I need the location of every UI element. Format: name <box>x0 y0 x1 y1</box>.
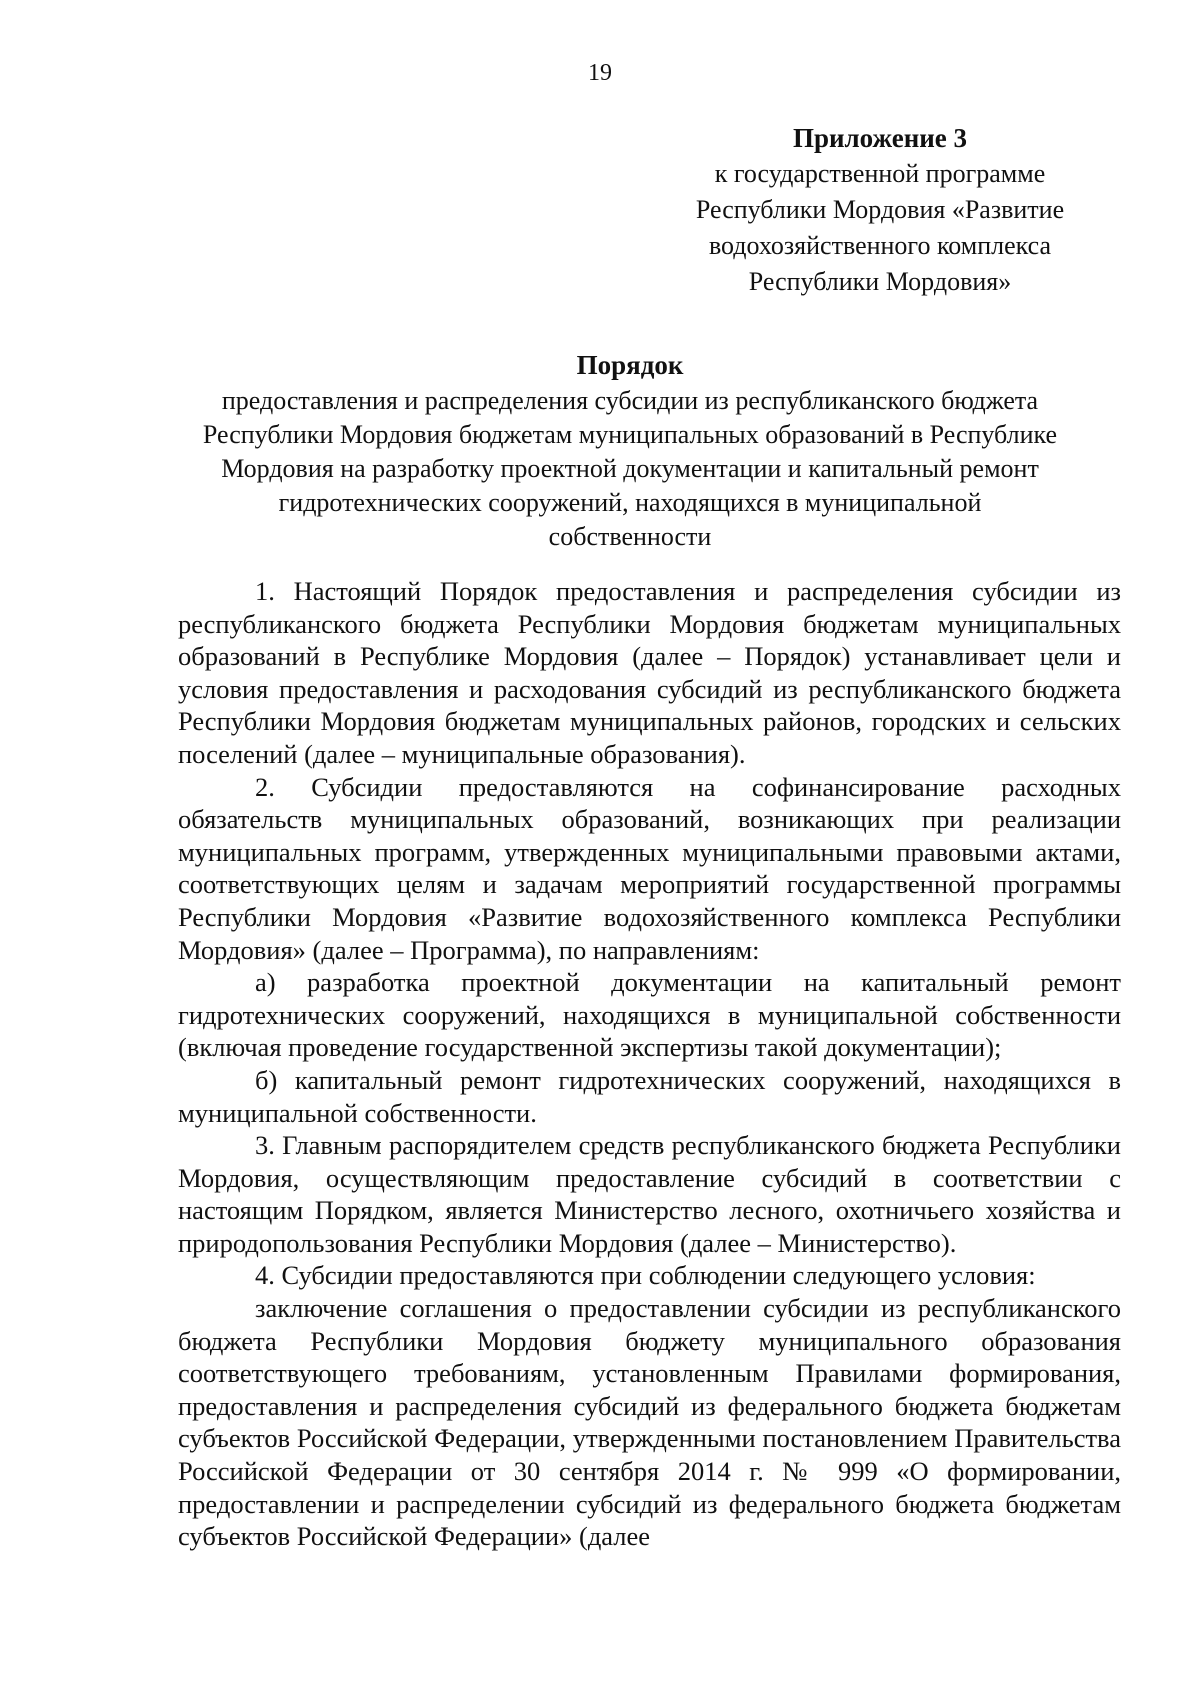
appendix-line: Республики Мордовия» <box>748 267 1012 296</box>
heading-line: Республики Мордовия бюджетам муниципальных образований в Республике <box>202 420 1058 449</box>
page-number: 19 <box>588 60 612 86</box>
paragraph: 3. Главным распорядителем средств республиканского бюджета Республики Мордовия, осуществляющим предоставление субсидий в соответствии с настоящим Порядком, является Министерство лесного, охотничьего хозяйства и природопользования Республики Мордовия (далее – Министерство). <box>178 1130 1121 1258</box>
heading-line: Мордовия на разработку проектной документации и капитальный ремонт <box>221 454 1039 483</box>
paragraph: заключение соглашения о предоставлении субсидии из республиканского бюджета Республики Мордовия бюджету муниципального образования соответствующего требованиям, установленным Правилами формирования, предоставления и распределения субсидий из федерального бюджета бюджетам субъектов Российской Федерации, утвержденными постановлением Правительства Российской Федерации от 30 сентября 2014 г. № 999 «О формировании, предоставлении и распределении субсидий из федерального бюджета бюджетам субъектов Российской Федерации» (далее <box>178 1293 1121 1552</box>
document-heading <box>150 348 1110 554</box>
heading-line: предоставления и распределения субсидии из республиканского бюджета <box>221 386 1039 415</box>
paragraph: б) капитальный ремонт гидротехнических сооружений, находящихся в муниципальной собственности. <box>178 1064 1121 1128</box>
paragraph: 4. Субсидии предоставляются при соблюдении следующего условия: <box>255 1260 1036 1291</box>
heading-line: гидротехнических сооружений, находящихся в муниципальной <box>278 488 982 517</box>
appendix-block <box>660 120 1100 300</box>
paragraph: а) разработка проектной документации на капитальный ремонт гидротехнических сооружений, находящихся в муниципальной собственности (включая проведение государственной экспертизы такой документации); <box>178 967 1121 1063</box>
heading-title: Порядок <box>576 350 684 380</box>
paragraph: 1. Настоящий Порядок предоставления и распределения субсидии из республиканского бюджета Республики Мордовия бюджетам муниципальных образований в Республике Мордовия (далее – Порядок) устанавливает цели и условия предоставления и расходования субсидий из республиканского бюджета Республики Мордовия бюджетам муниципальных районов, городских и сельских поселений (далее – муниципальные образования). <box>178 576 1121 769</box>
appendix-line: Республики Мордовия «Развитие <box>695 195 1065 224</box>
appendix-line: к государственной программе <box>714 159 1046 188</box>
document-body <box>178 575 1121 1553</box>
appendix-line: водохозяйственного комплекса <box>708 231 1052 260</box>
paragraph: 2. Субсидии предоставляются на софинансирование расходных обязательств муниципальных образований, возникающих при реализации муниципальных программ, утвержденных муниципальными правовыми актами, соответствующих целям и задачам мероприятий государственной программы Республики Мордовия «Развитие водохозяйственного комплекса Республики Мордовия» (далее – Программа), по направлениям: <box>178 771 1121 965</box>
heading-line: собственности <box>548 522 712 551</box>
appendix-title: Приложение 3 <box>792 123 968 153</box>
